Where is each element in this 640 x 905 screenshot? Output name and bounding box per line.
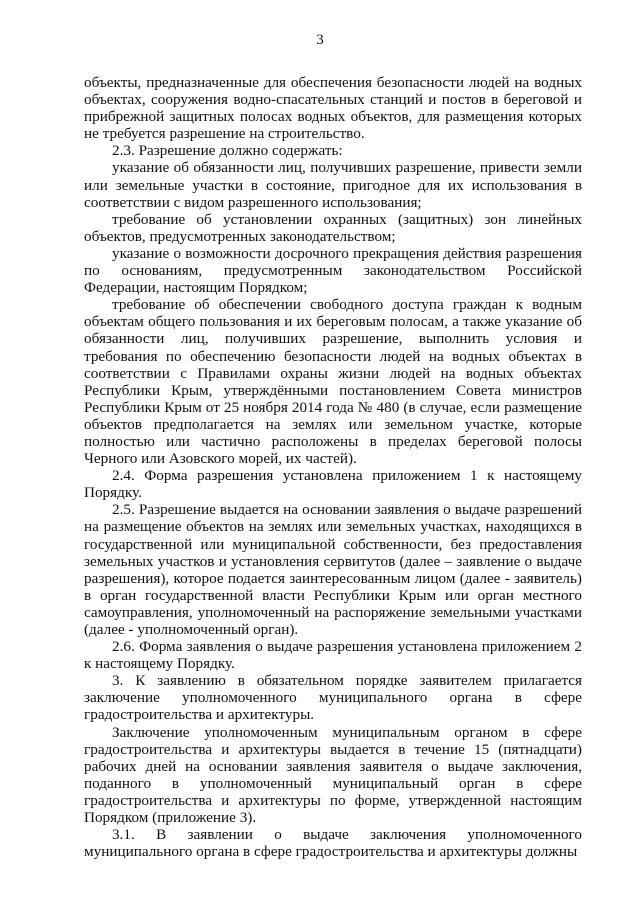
page-number: 3 <box>316 32 324 48</box>
paragraph-2-5: 2.5. Разрешение выдается на основании заявления о выдаче разрешений на размещение объектов на землях или земельных участках, находящихся в государственной или муниципальной собственности, без предоставления земельных участков и установления сервитутов (далее – заявление о выдаче разрешения), которое подается заинтересованным лицом (далее - заявитель) в орган государственной власти Республики Крым или орган местного самоуправления, уполномоченный на распоряжение земельными участками (далее - уполномоченный орган). <box>84 501 582 638</box>
document-body <box>84 74 582 860</box>
paragraph-early-termination: указание о возможности досрочного прекращения действия разрешения по основаниям, предусмотренным законодательством Российской Федерации, настоящим Порядком; <box>84 244 582 297</box>
paragraph-2-3-heading: 2.3. Разрешение должно содержать: <box>112 142 343 160</box>
paragraph-3-1: 3.1. В заявлении о выдаче заключения уполномоченного муниципального органа в сфере градостроительства и архитектуры должны <box>84 826 582 861</box>
paragraph-continuation: объекты, предназначенные для обеспечения безопасности людей на водных объектах, сооружения водно-спасательных станций и постов в береговой и прибрежной защитных полосах водных объектов, для размещения которых не требуется разрешение на строительство. <box>84 74 582 143</box>
paragraph-conclusion: Заключение уполномоченным муниципальным органом в сфере градостроительства и архитектуры выдается в течение 15 (пятнадцати) рабочих дней на основании заявления заявителя о выдаче заключения, поданного в уполномоченный муниципальный орган в сфере градостроительства и архитектуры по форме, утвержденной настоящим Порядком (приложение 3). <box>84 723 582 827</box>
paragraph-2-6: 2.6. Форма заявления о выдаче разрешения установлена приложением 2 к настоящему Порядку. <box>84 638 582 673</box>
paragraph-3: 3. К заявлению в обязательном порядке заявителем прилагается заключение уполномоченного муниципального органа в сфере градостроительства и архитектуры. <box>84 672 582 724</box>
paragraph-free-access: требование об обеспечении свободного доступа граждан к водным объектам общего пользования и их береговым полосам, а также указание об обязанности лиц, получивших разрешение, выполнить условия и требования по обеспечению безопасности людей на водных объектах в соответствии с Правилами охраны жизни людей на водных объектах Республики Крым, утверждёнными постановлением Совета министров Республики Крым от 25 ноября 2014 года № 480 (в случае, если размещение объектов предполагается на землях или земельном участке, которые полностью или частично расположены в пределах береговой полосы Черного или Азовского морей, их частей). <box>84 296 582 468</box>
paragraph-2-4: 2.4. Форма разрешения установлена приложением 1 к настоящему Порядку. <box>84 467 582 502</box>
paragraph-protected-zones: требование об установлении охранных (защитных) зон линейных объектов, предусмотренных законодательством; <box>84 210 582 245</box>
paragraph-obligation-land: указание об обязанности лиц, получивших разрешение, привести земли или земельные участки в состояние, пригодное для их использования в соответствии с видом разрешенного использования; <box>84 159 582 211</box>
